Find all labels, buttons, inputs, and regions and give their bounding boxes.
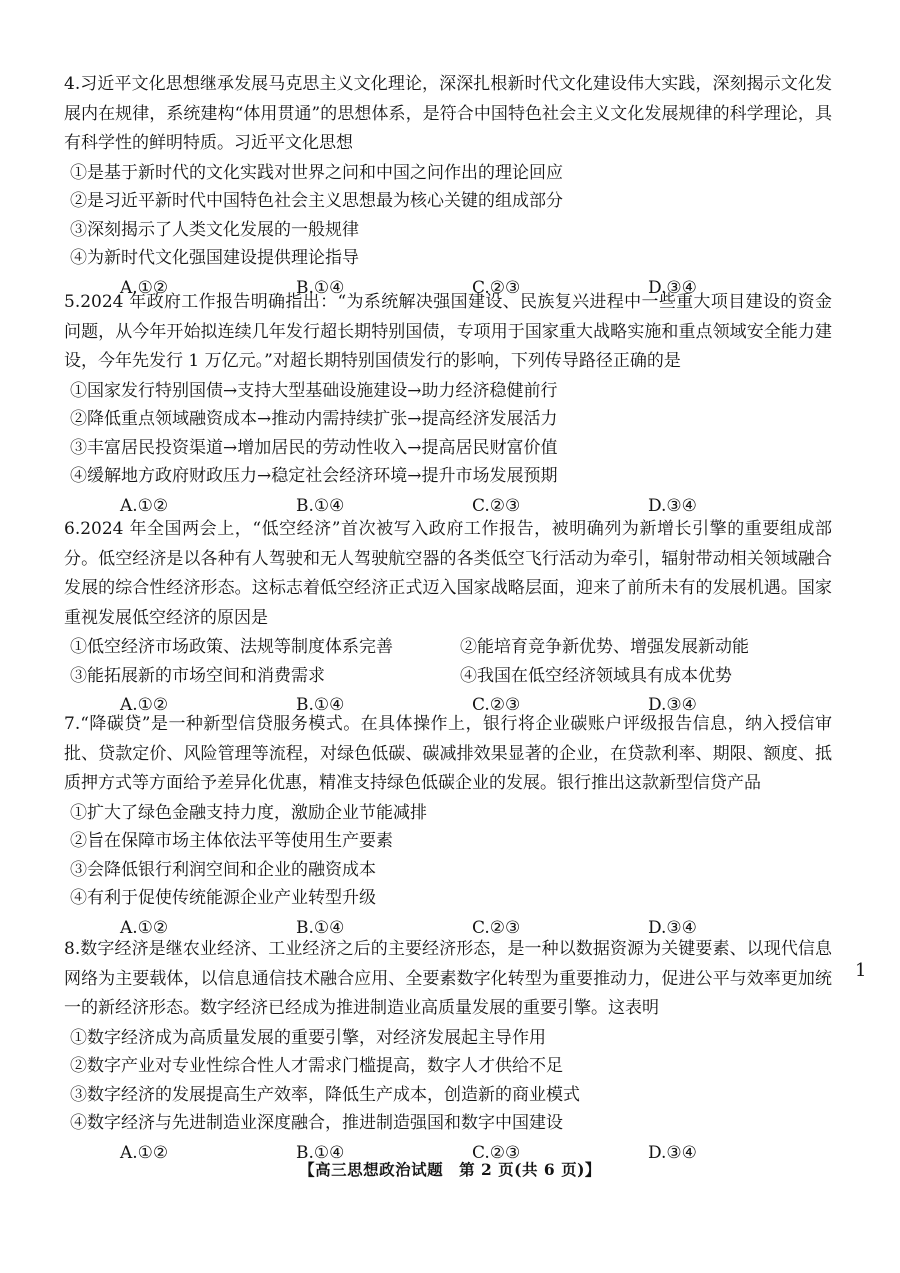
statement-3: ③会降低银行利润空间和企业的融资成本 [70,859,376,880]
statement-1: ①是基于新时代的文化实践对世界之问和中国之问作出的理论回应 [70,162,563,183]
choice-b[interactable]: B.①④ [296,495,345,516]
statement-4: ④为新时代文化强国建设提供理论指导 [70,248,359,268]
statement-2: ②数字产业对专业性综合性人才需求门槛提高，数字人才供给不足 [70,1056,563,1076]
choice-c[interactable]: C.②③ [472,1142,521,1163]
choice-a[interactable]: A.①② [120,495,169,516]
choice-b[interactable]: B.①④ [296,1142,345,1163]
choice-c[interactable]: C.②③ [472,695,521,715]
question-7 [64,710,832,943]
statement-1: ①国家发行特别国债→支持大型基础设施建设→助力经济稳健前行 [70,380,558,401]
page-footer: 【高三思想政治试题 第 2 页(共 6 页)】 [299,1160,601,1179]
choice-b[interactable]: B.①④ [296,695,345,715]
choice-a[interactable]: A.①② [120,695,169,715]
statement-1: ①扩大了绿色金融支持力度，激励企业节能减排 [70,802,427,823]
question-stem: 4.习近平文化思想继承发展马克思主义文化理论，深深扎根新时代文化建设伟大实践，深刻揭示文化发展内在规律，系统建构“体用贯通”的思想体系，是符合中国特色社会主义文化发展规律的科学理论，具有科学性的鲜明特质。习近平文化思想 [64,74,832,153]
statement-4: ④缓解地方政府财政压力→稳定社会经济环境→提升市场发展预期 [70,466,558,486]
choice-b[interactable]: B.①④ [296,917,345,938]
statement-3: ③深刻揭示了人类文化发展的一般规律 [70,219,359,240]
statement-4: ④我国在低空经济领域具有成本优势 [460,665,732,686]
choice-d[interactable]: D.③④ [648,1142,697,1163]
statement-3: ③丰富居民投资渠道→增加居民的劳动性收入→提高居民财富价值 [70,437,558,458]
question-stem: 8.数字经济是继农业经济、工业经济之后的主要经济形态，是一种以数据资源为关键要素、以现代信息网络为主要载体，以信息通信技术融合应用、全要素数字化转型为重要推动力，促进公平与效率更加统一的新经济形态。数字经济已经成为推进制造业高质量发展的重要引擎。这表明 [64,939,832,1018]
statement-3: ③数字经济的发展提高生产效率，降低生产成本，创造新的商业模式 [70,1084,580,1105]
choice-a[interactable]: A.①② [120,1142,169,1163]
statement-2: ②是习近平新时代中国特色社会主义思想最为核心关键的组成部分 [70,191,563,211]
question-8 [64,935,832,1168]
question-stem: 5.2024 年政府工作报告明确指出：“为系统解决强国建设、民族复兴进程中一些重大项目建设的资金问题，从今年开始拟连续几年发行超长期特别国债，专项用于国家重大战略实施和重点领域安全能力建设，今年先发行 1 万亿元。”对超长期特别国债发行的影响，下列传导路径正确的是 [64,292,832,371]
statement-1: ①数字经济成为高质量发展的重要引擎，对经济发展起主导作用 [70,1027,546,1048]
question-stem: 6.2024 年全国两会上，“低空经济”首次被写入政府工作报告，被明确列为新增长引擎的重要组成部分。低空经济是以各种有人驾驶和无人驾驶航空器的各类低空飞行活动为牵引，辐射带动相关领域融合发展的综合性经济形态。这标志着低空经济正式迈入国家战略层面，迎来了前所未有的发展机遇。国家重视发展低空经济的原因是 [64,519,832,628]
statement-4: ④有利于促使传统能源企业产业转型升级 [70,888,376,908]
side-page-number: 1 [855,960,867,981]
question-stem: 7.“降碳贷”是一种新型信贷服务模式。在具体操作上，银行将企业碳账户评级报告信息，纳入授信审批、贷款定价、风险管理等流程，对绿色低碳、碳减排效果显著的企业，在贷款利率、期限、额度、抵质押方式等方面给予差异化优惠，精准支持绿色低碳企业的发展。银行推出这款新型信贷产品 [64,714,832,793]
question-4 [64,70,832,303]
question-5 [64,288,832,521]
choice-d[interactable]: D.③④ [648,495,697,516]
statement-2: ②能培育竞争新优势、增强发展新动能 [460,637,749,657]
choice-a[interactable]: A.①② [120,917,169,938]
statement-2: ②降低重点领域融资成本→推动内需持续扩张→提高经济发展活力 [70,409,558,429]
choice-c[interactable]: C.②③ [472,495,521,516]
choice-a[interactable]: A.①② [120,277,169,298]
statement-4: ④数字经济与先进制造业深度融合，推进制造强国和数字中国建设 [70,1113,563,1133]
choice-d[interactable]: D.③④ [648,917,697,938]
choice-d[interactable]: D.③④ [648,695,697,715]
statement-grid [64,633,832,690]
choice-c[interactable]: C.②③ [472,917,521,938]
choice-c[interactable]: C.②③ [472,277,521,298]
choice-b[interactable]: B.①④ [296,277,345,298]
statement-3: ③能拓展新的市场空间和消费需求 [70,665,325,686]
statement-1: ①低空经济市场政策、法规等制度体系完善 [70,637,393,657]
choice-d[interactable]: D.③④ [648,277,697,298]
statement-2: ②旨在保障市场主体依法平等使用生产要素 [70,831,393,851]
question-6 [64,515,832,720]
